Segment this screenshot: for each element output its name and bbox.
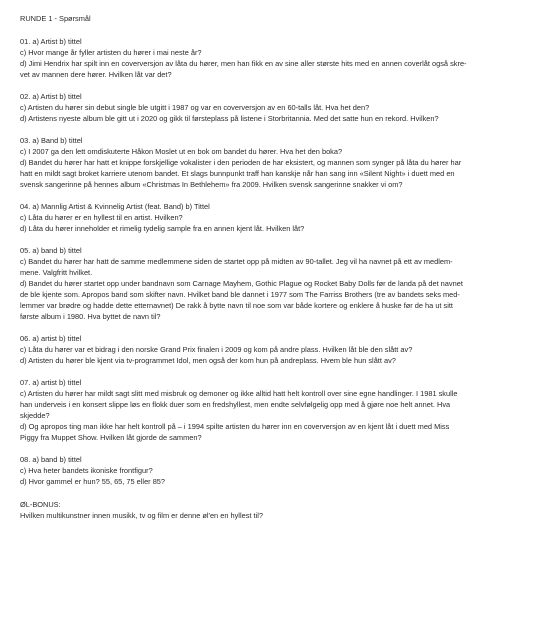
question-c: c) Låta du hører er en hyllest til en artist. Hvilken? — [20, 213, 183, 222]
question-c: c) Hva heter bandets ikoniske frontfigur? — [20, 466, 153, 475]
question-d-line: d) Låta du hører inneholder et rimelig tydelig sample fra en annen kjent låt. Hvilken låt? — [20, 224, 305, 233]
question-header: 06. a) artist b) tittel — [20, 334, 82, 343]
question-02 — [20, 91, 526, 124]
question-d-line: d) Bandet du hører har hatt et knippe forskjellige vokalister i den perioden de har eksistert, og mannen som synger på låta du hører har — [20, 158, 462, 167]
question-06 — [20, 333, 526, 366]
question-header: 05. a) band b) tittel — [20, 246, 82, 255]
question-01 — [20, 36, 526, 80]
question-d-line: d) Artisten du hører ble kjent via tv-programmet Idol, men også der kom hun på andreplass. Hvem ble hun slått av? — [20, 356, 396, 365]
question-d-line: vet av mannen dere hører. Hvilken låt var det? — [20, 70, 172, 79]
question-d-line: d) Jimi Hendrix har spilt inn en coverversjon av låta du hører, men han fikk en av sine aller største hits med en annen coverlåt også skre- — [20, 59, 467, 68]
document-title: RUNDE 1 - Spørsmål — [20, 14, 91, 23]
beer-bonus — [20, 499, 526, 521]
question-c-line: han underveis i en konsert slippe løs en flokk duer som en fredshyllest, men endte selvfølgelig opp med å gjøre noe helt annet. Hva — [20, 400, 451, 409]
question-05 — [20, 245, 526, 322]
question-d-line: første album i 1980. Hva byttet de navn til? — [20, 312, 161, 321]
question-d-line: Piggy fra Muppet Show. Hvilken låt gjorde de sammen? — [20, 433, 202, 442]
question-04 — [20, 201, 526, 234]
question-c: c) Bandet du hører har hatt de samme medlemmene siden de startet opp på midten av 90-tallet. Jeg vil ha navnet på ett av medlem- — [20, 257, 453, 266]
question-header: 01. a) Artist b) tittel — [20, 37, 82, 46]
question-header: 04. a) Mannlig Artist & Kvinnelig Artist (feat. Band) b) Tittel — [20, 202, 210, 211]
question-07 — [20, 377, 526, 443]
question-header: 02. a) Artist b) tittel — [20, 92, 82, 101]
question-header: 07. a) artist b) tittel — [20, 378, 82, 387]
question-header: 03. a) Band b) tittel — [20, 136, 83, 145]
question-header: 08. a) band b) tittel — [20, 455, 82, 464]
question-03 — [20, 135, 526, 190]
question-d-line: d) Bandet du hører startet opp under bandnavn som Carnage Mayhem, Gothic Plague og Rocket Baby Dolls før de landa på det navnet — [20, 279, 463, 288]
question-08 — [20, 454, 526, 487]
question-d-line: de ble kjente som. Apropos band som skifter navn. Hvilket band ble dannet i 1977 som The Farriss Brothers (tre av bandets seks med- — [20, 290, 460, 299]
question-d-line: lemmer var brødre og hadde dette etternavnet) De rakk å bytte navn til noe som var både kortere og enklere å huske før de ha ut sitt — [20, 301, 453, 310]
question-c: c) Artisten du hører har mildt sagt slitt med misbruk og demoner og ikke alltid hatt helt kontroll over sine egne handlinger. I 1981 skulle — [20, 389, 458, 398]
question-d-line: d) Artistens nyeste album ble gitt ut i 2020 og gikk til førsteplass på listene i Storbritannia. Med det satte hun en rekord. Hvilken? — [20, 114, 439, 123]
question-d-line: d) Hvor gammel er hun? 55, 65, 75 eller 85? — [20, 477, 166, 486]
question-c-line: skjedde? — [20, 411, 50, 420]
bonus-question: Hvilken multikunstner innen musikk, tv og film er denne øl'en en hyllest til? — [20, 511, 263, 520]
question-c: c) Låta du hører var et bidrag i den norske Grand Prix finalen i 2009 og kom på andre plass. Hvilken låt ble den slått av? — [20, 345, 413, 354]
question-c: c) Artisten du hører sin debut single ble utgitt i 1987 og var en coverversjon av en 60-talls låt. Hva het den? — [20, 103, 370, 112]
question-c: c) I 2007 ga den lett omdiskuterte Håkon Moslet ut en bok om bandet du hører. Hva het den boka? — [20, 147, 343, 156]
question-c-line: mene. Valgfritt hvilket. — [20, 268, 93, 277]
question-d-line: svensk sangerinne på hennes album «Christmas In Bethlehem» fra 2009. Hvilken svensk sangerinne snakker vi om? — [20, 180, 403, 189]
question-d-line: hatt en mildt sagt broket karriere utenom bandet. Et slags bunnpunkt traff han kanskje når han sang inn «Silent Night» i duett med en — [20, 169, 455, 178]
question-c: c) Hvor mange år fyller artisten du hører i mai neste år? — [20, 48, 202, 57]
question-d-line: d) Og apropos ting man ikke har helt kontroll på – i 1994 spilte artisten du hører inn en coverversjon av en kjent låt i duett med Miss — [20, 422, 450, 431]
bonus-heading: ØL-BONUS: — [20, 500, 61, 509]
